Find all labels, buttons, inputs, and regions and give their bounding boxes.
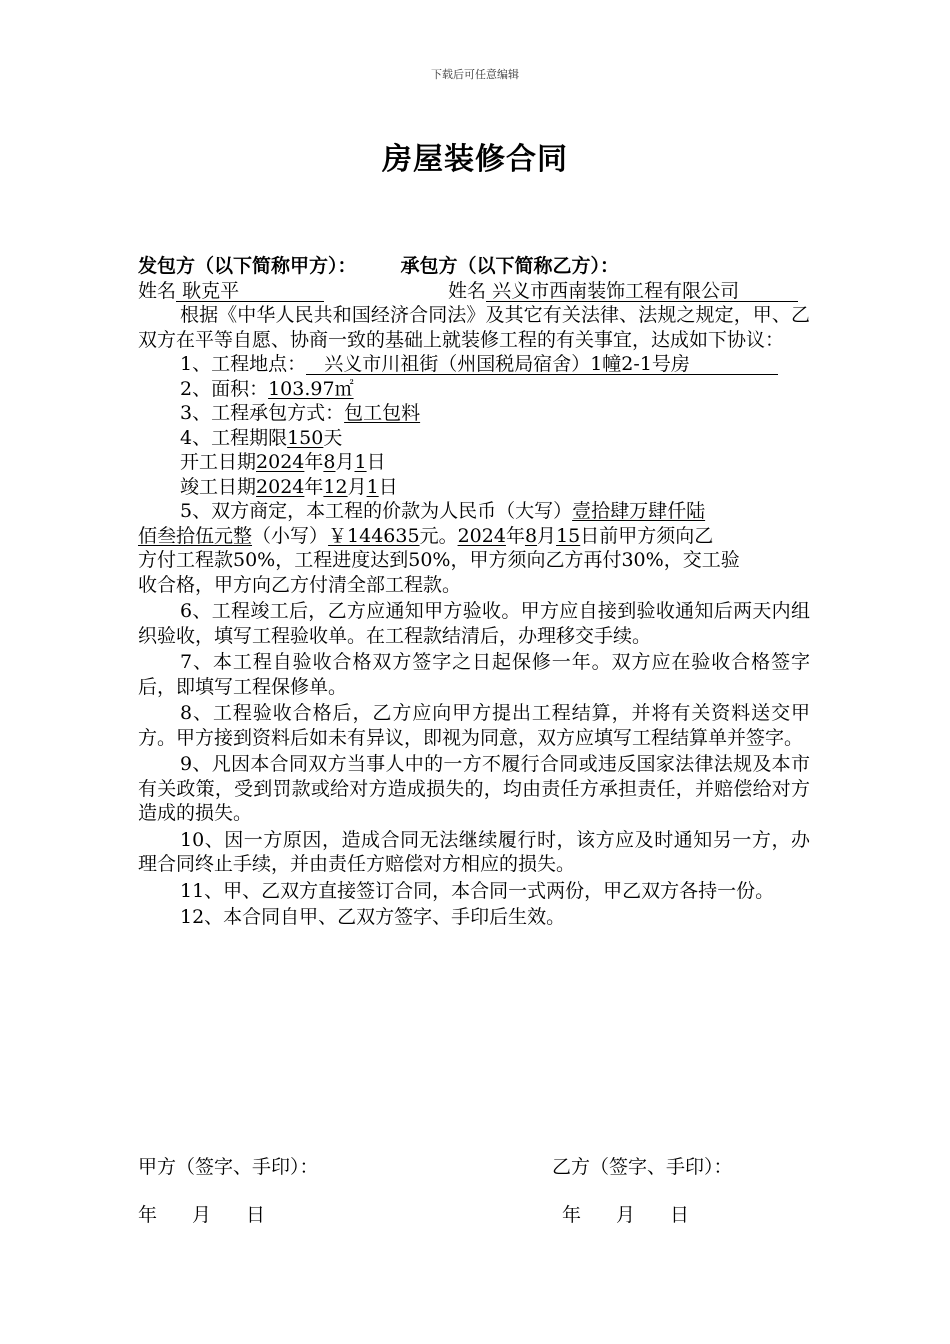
clause-8: 8、工程验收合格后，乙方应向甲方提出工程结算，并将有关资料送交甲方。甲方接到资料后如未有异议，即视为同意，双方应填写工程结算单并签字。 — [138, 702, 810, 749]
clause-2-value: 103.97㎡ — [268, 377, 354, 400]
clause-4-days: 150 — [287, 426, 324, 449]
party-a-signature: 甲方（签字、手印）： — [138, 1156, 319, 1178]
intro-paragraph: 根据《中华人民共和国经济合同法》及其它有关法律、法规之规定，甲、乙双方在平等自愿、协商一致的基础上就装修工程的有关事宜，达成如下协议： — [138, 304, 810, 351]
amount-upper-part-2: 佰叁拾伍元整 — [138, 524, 253, 547]
clause-2-label: 2、面积： — [180, 377, 269, 400]
start-day: 1 — [354, 451, 367, 473]
end-year: 2024 — [256, 475, 305, 498]
end-date: 竣工日期2024年12月1日 — [180, 475, 398, 498]
start-date: 开工日期2024年8月1日 — [180, 451, 386, 473]
clause-11: 11、甲、乙双方直接签订合同，本合同一式两份，甲乙双方各持一份。 — [180, 879, 775, 902]
clause-2 — [138, 377, 810, 402]
clause-3-label: 3、工程承包方式： — [180, 402, 345, 424]
clause-1 — [138, 352, 810, 377]
amount-upper-part-1: 壹拾肆万肆仟陆 — [572, 500, 706, 522]
contract-body — [138, 254, 810, 930]
clause-9: 9、凡因本合同双方当事人中的一方不履行合同或违反国家法律法规及本市有关政策，受到罚款或给对方造成损失的，均由责任方承担责任，并赔偿给对方造成的损失。 — [138, 753, 810, 824]
clause-3 — [138, 401, 810, 426]
pay-month: 8 — [524, 524, 538, 547]
pay-year: 2024 — [457, 524, 506, 547]
watermark: 下载后可任意编辑 — [431, 68, 519, 81]
pay-day: 15 — [556, 524, 581, 547]
name-label-a: 姓名 — [138, 279, 177, 302]
party-b-signature: 乙方（签字、手印）： — [552, 1156, 733, 1178]
clause-4-label: 4、工程期限 — [180, 426, 288, 449]
party-b-name: 兴义市西南装饰工程有限公司 — [492, 279, 740, 302]
amount-lower: ￥144635 — [328, 524, 420, 547]
clause-4: 4、工程期限150天 — [180, 426, 343, 449]
end-day: 1 — [366, 475, 379, 498]
clause-6: 6、工程竣工后，乙方应通知甲方验收。甲方应自接到验收通知后两天内组织验收，填写工程验收单。在工程款结清后，办理移交手续。 — [138, 600, 810, 647]
clause-5-line-4: 收合格，甲方向乙方付清全部工程款。 — [138, 573, 462, 596]
party-a-label: 发包方（以下简称甲方）： — [138, 255, 357, 277]
parties-names — [138, 279, 810, 304]
party-b-date: 年 月 日 — [562, 1204, 690, 1226]
party-a-date: 年 月 日 — [138, 1204, 266, 1226]
clause-12: 12、本合同自甲、乙双方签字、手印后生效。 — [180, 906, 566, 928]
end-month: 12 — [323, 475, 348, 498]
start-month: 8 — [323, 451, 336, 473]
parties-header — [138, 254, 810, 279]
clause-1-value: 兴义市川祖街（州国税局宿舍）1幢2-1号房 — [324, 353, 690, 375]
page-title: 房屋装修合同 — [382, 142, 568, 177]
name-label-b: 姓名 — [448, 279, 487, 302]
start-year: 2024 — [256, 451, 305, 473]
clause-3-value: 包工包料 — [344, 402, 421, 424]
clause-10: 10、因一方原因，造成合同无法继续履行时，该方应及时通知另一方，办理合同终止手续，并由责任方赔偿对方相应的损失。 — [138, 828, 810, 875]
clause-5-line-1: 5、双方商定，本工程的价款为人民币（大写）壹拾肆万肆仟陆 — [180, 500, 706, 522]
clause-5-line-2: 佰叁拾伍元整（小写）￥144635元。2024年8月15日前甲方须向乙 — [138, 524, 714, 547]
clause-5-line-3: 方付工程款50%，工程进度达到50%，甲方须向乙方再付30%，交工验 — [138, 549, 740, 571]
party-b-label: 承包方（以下简称乙方）： — [400, 255, 620, 277]
clause-7: 7、本工程自验收合格双方签字之日起保修一年。双方应在验收合格签字后，即填写工程保修单。 — [138, 651, 810, 698]
party-a-name: 耿克平 — [182, 279, 240, 302]
clause-1-label: 1、工程地点： — [180, 353, 307, 375]
